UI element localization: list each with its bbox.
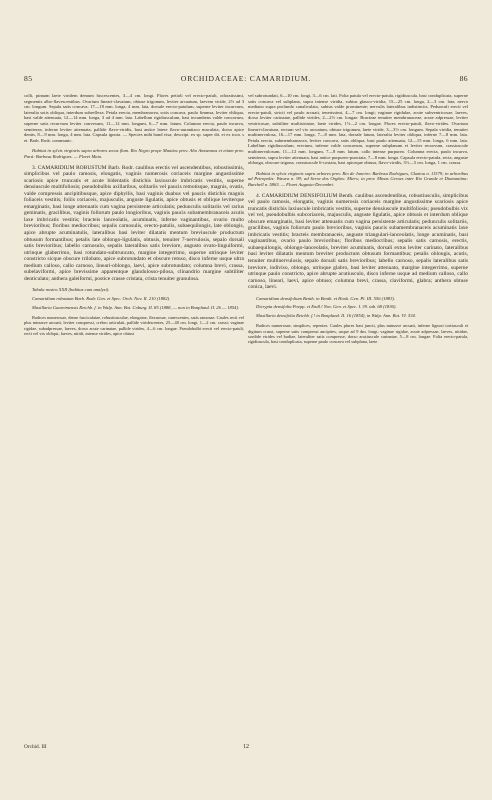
page-number-left: 85 (24, 74, 33, 83)
left-column (24, 93, 244, 741)
synonym-citation: Dicrypta densifolia Poepp. et Endl.! Nov. Gen. et Spec. I. 39. tab. 68 (1836). (256, 304, 397, 310)
species-4-diagnosis: 4. CAMARIDIUM DENSIFOLIUM Benth. caulibus ascendentibus, robustiusculis, simplicibus vel paulo ramosis, elongatis, vaginis numerosis coriaceis margine angustissime scariosis apice truncatis distichis laxiuscule imbricatis vestitis, superne densiuscule multifoliosis; pseudobulbis vix vel vel, pseudobulbis subcoriaceis, majusculis, anguste ligulatis, apice obtusis et interdum oblique obscure emarginatis, basi leviter attenuatis cum vagina persistente articulatis; pedunculis solitariis, gracilibus, vaginis foliorum paulo brevioribus, vaginis paucis subamembranaceis acuminatis laxe imbricatis vestitis; bracteis membranaceis, anguste triangulari-lanceolatis, longe acuminatis, basi vaginantibus, ovario paulo brevioribus; floribus mediocribus; sepalis satis carnosis, erectis, subaequilongis, oblongo-lanceolatis, breviter acuminatis, dorsali extus leviter carinato, lateralibus basi leviter dilatatis mentum breviter productum obtusum formantibus; petalis oblongis, acutis, tenuiter multinervulosis, sepalo dorsali satis brevioribus; labello carnoso, sepalis lateralibus satis breviore, indiviso, oblongo, utrinque glabro, basi leviter attenuato, margine integerrimo, superne utrinque paulo constricto, apice abrupte acutiusculo, disco inferne usque ad medium calloso, callo carnoso, lineari, laevi, apice obtuso; columna brevi, crassa, claviformi, glabra; anthera obtuse conica, laevi. (248, 192, 468, 291)
synonym-citation: Camaridium robustum Barb. Rodr. Gen. et Spec. Orch. Nov. II. 210 (1882). (32, 295, 171, 301)
right-column (248, 93, 468, 741)
page-number-right: 86 (459, 74, 468, 83)
signature-mark: Orchid. III (24, 744, 47, 750)
page-header (24, 74, 468, 88)
synonym-citation: Camaridium densifolium Benth. in Benth. et Hook. Gen. Pl. III. 556 (1883). (256, 295, 396, 301)
running-head: ORCHIDACEAE: CAMARIDIUM. (180, 74, 312, 83)
species-3-description: Radices numerosae, dense fasciculatae, robustiusculae, elongatae, flexuosae, canescentes, satis ramosae. Caules recti vel plus minusve arcuati, leviter compressi, crebro articulati, pallide viridescentes, 25—40 cm. longi, 1—2 cm. crassi; vaginae rigidae, subadpressae, laeves, dorso acute carinatae, pallide virides, 4—6 cm. longae. Pseudobulbi erecti vel erecto-patuli, recti vel vix obliqui, laeves, nitidi, intense virides, apice obtusi (24, 315, 244, 337)
synonym-citation: Maxillaria densifolia Reichb. f.! in Bonpland. II. 16 (1854), in Walp. Ann. Bot. VI. 534. (256, 312, 416, 318)
plate-reference: Tabula nostra XXII (habitus cum analysi). (32, 287, 110, 293)
page-footer (24, 744, 468, 754)
species-4-description: Radices numerosae, simplices, repentes. Caules plures basi juncti, plus minusve arcuati, inferne lignosi tortiusculi et digitum crassi, superne satis compressi ancipites, usque ad 9 dm. longi; vaginae rigidae, acute adpressae, laeves, nitidae, sordide virides vel badiae, lateraliter satis compresse, dorso acutiuscule carinatae, 5—8 cm. longae. Folia erecto-patula, rigidiuscula, basi conduplicata, superne paulo concava vel subplana, laete (248, 323, 468, 345)
description-continuation: vel subrotundati, 6—10 cm. longi, 3—6 cm. lati. Folia patula vel erecto-patula, rigidiuscula, basi conduplicata, superne satis concava vel subplana, supra intense viridia, subtus glauco-viridia, 15—25 cm. longa, 2—3 cm. lata; nervo mediano supra profundo canaliculato, subtus valde prominente; nervulis lateralibus indistinctis. Pedunculi erecti vel erecto-patuli, stricti vel paulo arcuati, tenerissimi, 4—7 cm. longi; vaginae rigidulae, acute subventricosae, laeves, dorso leviter carinatae, pallide virides, 2—2½ cm. longae. Bracteae tenuiter membranaceae, acute adpressae, leviter ventricosae, subtiliter multistriatae, laete virides, 1½—2 cm. longae. Flores erecto-patuli, flavo-virides. Ovarium lineari-clavatum, rectum vel vix arcuatum, obtuse trigonum, laete viride, 3—3½ cm. longum. Sepala viridia, tenuiter multinervulosa, 16—17 mm. longa, 7—8 mm. lata, dorsale latum, lateralia leviter obliqua, inferne 7—8 mm. lata. Petala erecta, submembranacea, leviter concava, satis obliqua, basi paulo attenuata, 12—15 mm. longa, 6 mm. lata. Labellum rigidiusculum, erectum, inferne valde concavum, superne subplanum et leviter recurvum, crassiuscule multinervulosum, 11—12 mm. longum, 7—8 mm. latum, callo intense purpureo. Columna erecta, paulo incurva, semiterea, supra leviter attenuata, basi antice purpureo-punctata, 7—8 mm. longa. Capsula erecto-patula, recta, anguste oblonga, obscure trigona, crassiuscule 6-costata, basi apiceque obtusa, flavo-viridis, 3½—5 cm. longa, 1 cm. crassa. (248, 93, 468, 166)
sheet-number: 12 (243, 744, 249, 750)
habitat-note: Habitat in sylvis virgineis supra arbores prov. Rio de Janeiro: Barbosa Rodrigues, Glaziou n. 11579; in arboribus ad Petropolis: Wawra n. 99; ad Serra dos Orgãos: Miers; in prov. Minas Geraes inter Rio Grande et Diamantina: Burchell n. 5863. — Floret Augusto-Decembri. (248, 170, 468, 187)
synonym-citation: Maxillaria Guareimensis Reichb. f. in Walp. Ann. Bot. Coburg. II. 85 (1888, — non in Bonpland. II. 26 — 1854). (32, 304, 240, 310)
habitat-note: Habitat in sylvis virgineis supra arbores secus flum. Rio Negro prope Manáos prov. Alto Amazonas et etiam prov. Pará: Barbosa Rodrigues. — Floret Maio. (24, 148, 244, 159)
species-3-diagnosis: 3. CAMARIDIUM ROBUSTUM Barb. Rodr. caulibus erectis vel ascendentibus, robustissimis, simplicibus vel paulo ramosis, elongatis, vaginis numerosis coriaceis margine angustissime scariosis apice truncatis et acute bidentatis distichis laxiuscule imbricatis vestitis, superne densiuscule multifoliosis; pseudobulbis axillaribus, solitariis vel paucis remotisque, magnis, ovatis, valde compressis ancipitibusque, apice diphyllis, basi vaginis duabus vel paucis distichis magnis foliaceis vestitis; foliis coriaceis, majusculis, anguste ligulatis, apice obtusis et oblique leviterque emarginatis, basi longe attenuatis cum vagina persistente articulatis; pedunculis solitariis vel rarius geminatis, gracilibus, vaginis follorum paulo longioribus, vaginis paucis subamembranaceis acutis laxe imbricatis vestitis; bracteis lanceolatis, acuminatis, inferne vaginantibus, ovario multo brevioribus; floribus mediocribus; sepalis carnosulis, erecto-patulis, subaequilongis, late oblongis, apice abrupte acuminatulis, lateralibus basi leviter dilatatis mentum breviuscule productum obtusum formantibus; petalis late oblongo-ligulatis, obtusis, tenuiter 7-nervulosis, sepalo dorsali satis brevioribus; labello carnosulo, sepalis lateralibus satis breviore, angusto ovato-linguiformi, utrinque glaberrimo, basi rotundato-subtruncato, margine integerrimo, superne utrinque leviter constricto sicque obscure trilobato, apice subrotundato et obscure retuso, disco inferne usque ultra medium calloso, callo carnoso, lineari-oblongo, laevi, apice subrotundato; columna brevi, crassa, subelaviformi, apice brevissime apparentque glandulosso-pilosa, clinandrio margine subtiliter denticulato; anthera galeiformi, postice crasse cristata, crista tenuiter granulosa. (24, 164, 244, 282)
description-continuation: colli, pinnam laete viridem demum fuscescentes, 3—4 cm. longi. Flores petioli vel erecto-patuli, odoratissimi, segmentis albo-flavescentibus. Ovarium lineari-clavatum, obtuse trigonum, leviter arcuatum, laevem viride, 2½ ad 3 cm. longum. Sepala satis concava, 17—18 mm. longa, 4 mm. lata, dorsale erecto-patulum, superne leviter incurvum, lateralia sotis obliqua, interdum subreflexa. Petala erecta, membranacea, sotis concava, paulo fimmsa, leviter obliqua, basi valde attenuata, 12—14 mm. longa, 3 ad 4 mm. lata. Labellum rigidiusculum, basi incumbens valde concavum, superne satis recurvum leviter convexum, 11—12 mm. longum, 6—7 mm. latum. Columna erecta, paulo incurva, semiterea, inferne leviter attenuata, pallide flavo-viridis, basi antice latere flavo-aurantiaco maculata, dorso apice dentis, 8—9 mm. longa, 4 mm. lata. Capsula ignota. — Species mihi band visa; descript. ex sp. super dit. et ex icon. s et. Barb. Rodr. communic. (24, 93, 244, 143)
